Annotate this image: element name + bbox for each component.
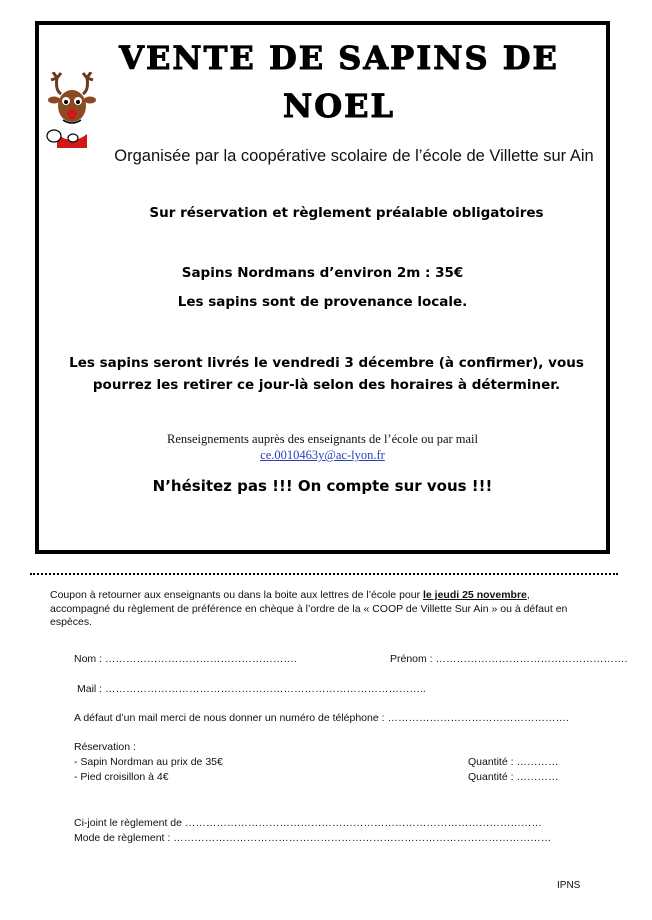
poster-title-line1: VENTE DE SAPINS DE xyxy=(119,39,559,77)
price-line: Sapins Nordmans d’environ 2m : 35€ xyxy=(181,265,464,281)
origin-line: Les sapins sont de provenance locale. xyxy=(177,294,468,310)
poster-frame xyxy=(35,21,610,554)
item-pied: - Pied croisillon à 4€ xyxy=(74,771,169,783)
coupon-intro-end: , accompagné du règlement de préférence en chèque à l’ordre de la « COOP de Villette Sur Ain » ou à défaut en espèces. xyxy=(50,589,568,628)
mail-field[interactable]: Mail : ……………………………………………………………………………….. xyxy=(77,683,426,695)
phone-field[interactable]: A défaut d’un mail merci de nous donner un numéro de téléphone : ……………………………………………. xyxy=(74,712,569,724)
item-sapin: - Sapin Nordman au prix de 35€ xyxy=(74,756,223,768)
info-block xyxy=(39,431,606,463)
item-sapin-quantity[interactable]: Quantité : ………… xyxy=(468,756,559,768)
delivery-line: Les sapins seront livrés le vendredi 3 décembre (à confirmer), vous pourrez les retirer ce jour-là selon des horaires à déterminer. xyxy=(69,355,584,393)
nom-field[interactable]: Nom : ………………………………………………. xyxy=(74,653,297,665)
poster-title-line2: NOEL xyxy=(282,87,395,125)
payment-field[interactable]: Ci-joint le règlement de ………………………………………………………………………………………… xyxy=(74,817,542,829)
payment-mode-field[interactable]: Mode de règlement : ……………………………………………………………………………………………… xyxy=(74,832,552,844)
info-text: Renseignements auprès des enseignants de l’école ou par mail xyxy=(166,432,478,446)
coupon-intro-start: Coupon à retourner aux enseignants ou dans la boite aux lettres de l’école pour xyxy=(50,589,423,601)
coupon-deadline: le jeudi 25 novembre xyxy=(423,589,527,601)
footer-ipns: IPNS xyxy=(557,880,581,891)
closing-line: N’hésitez pas !!! On compte sur vous !!! xyxy=(152,477,493,495)
info-email-link[interactable]: ce.0010463y@ac-lyon.fr xyxy=(260,448,385,462)
reservation-note: Sur réservation et règlement préalable obligatoires xyxy=(149,205,544,221)
poster-subtitle: Organisée par la coopérative scolaire de l’école de Villette sur Ain xyxy=(114,147,594,165)
reservation-label: Réservation : xyxy=(74,741,136,753)
item-pied-quantity[interactable]: Quantité : ………… xyxy=(468,771,559,783)
cut-line-divider xyxy=(30,573,618,575)
coupon-intro xyxy=(50,589,590,630)
prenom-field[interactable]: Prénom : ………………………………………………. xyxy=(390,653,628,665)
